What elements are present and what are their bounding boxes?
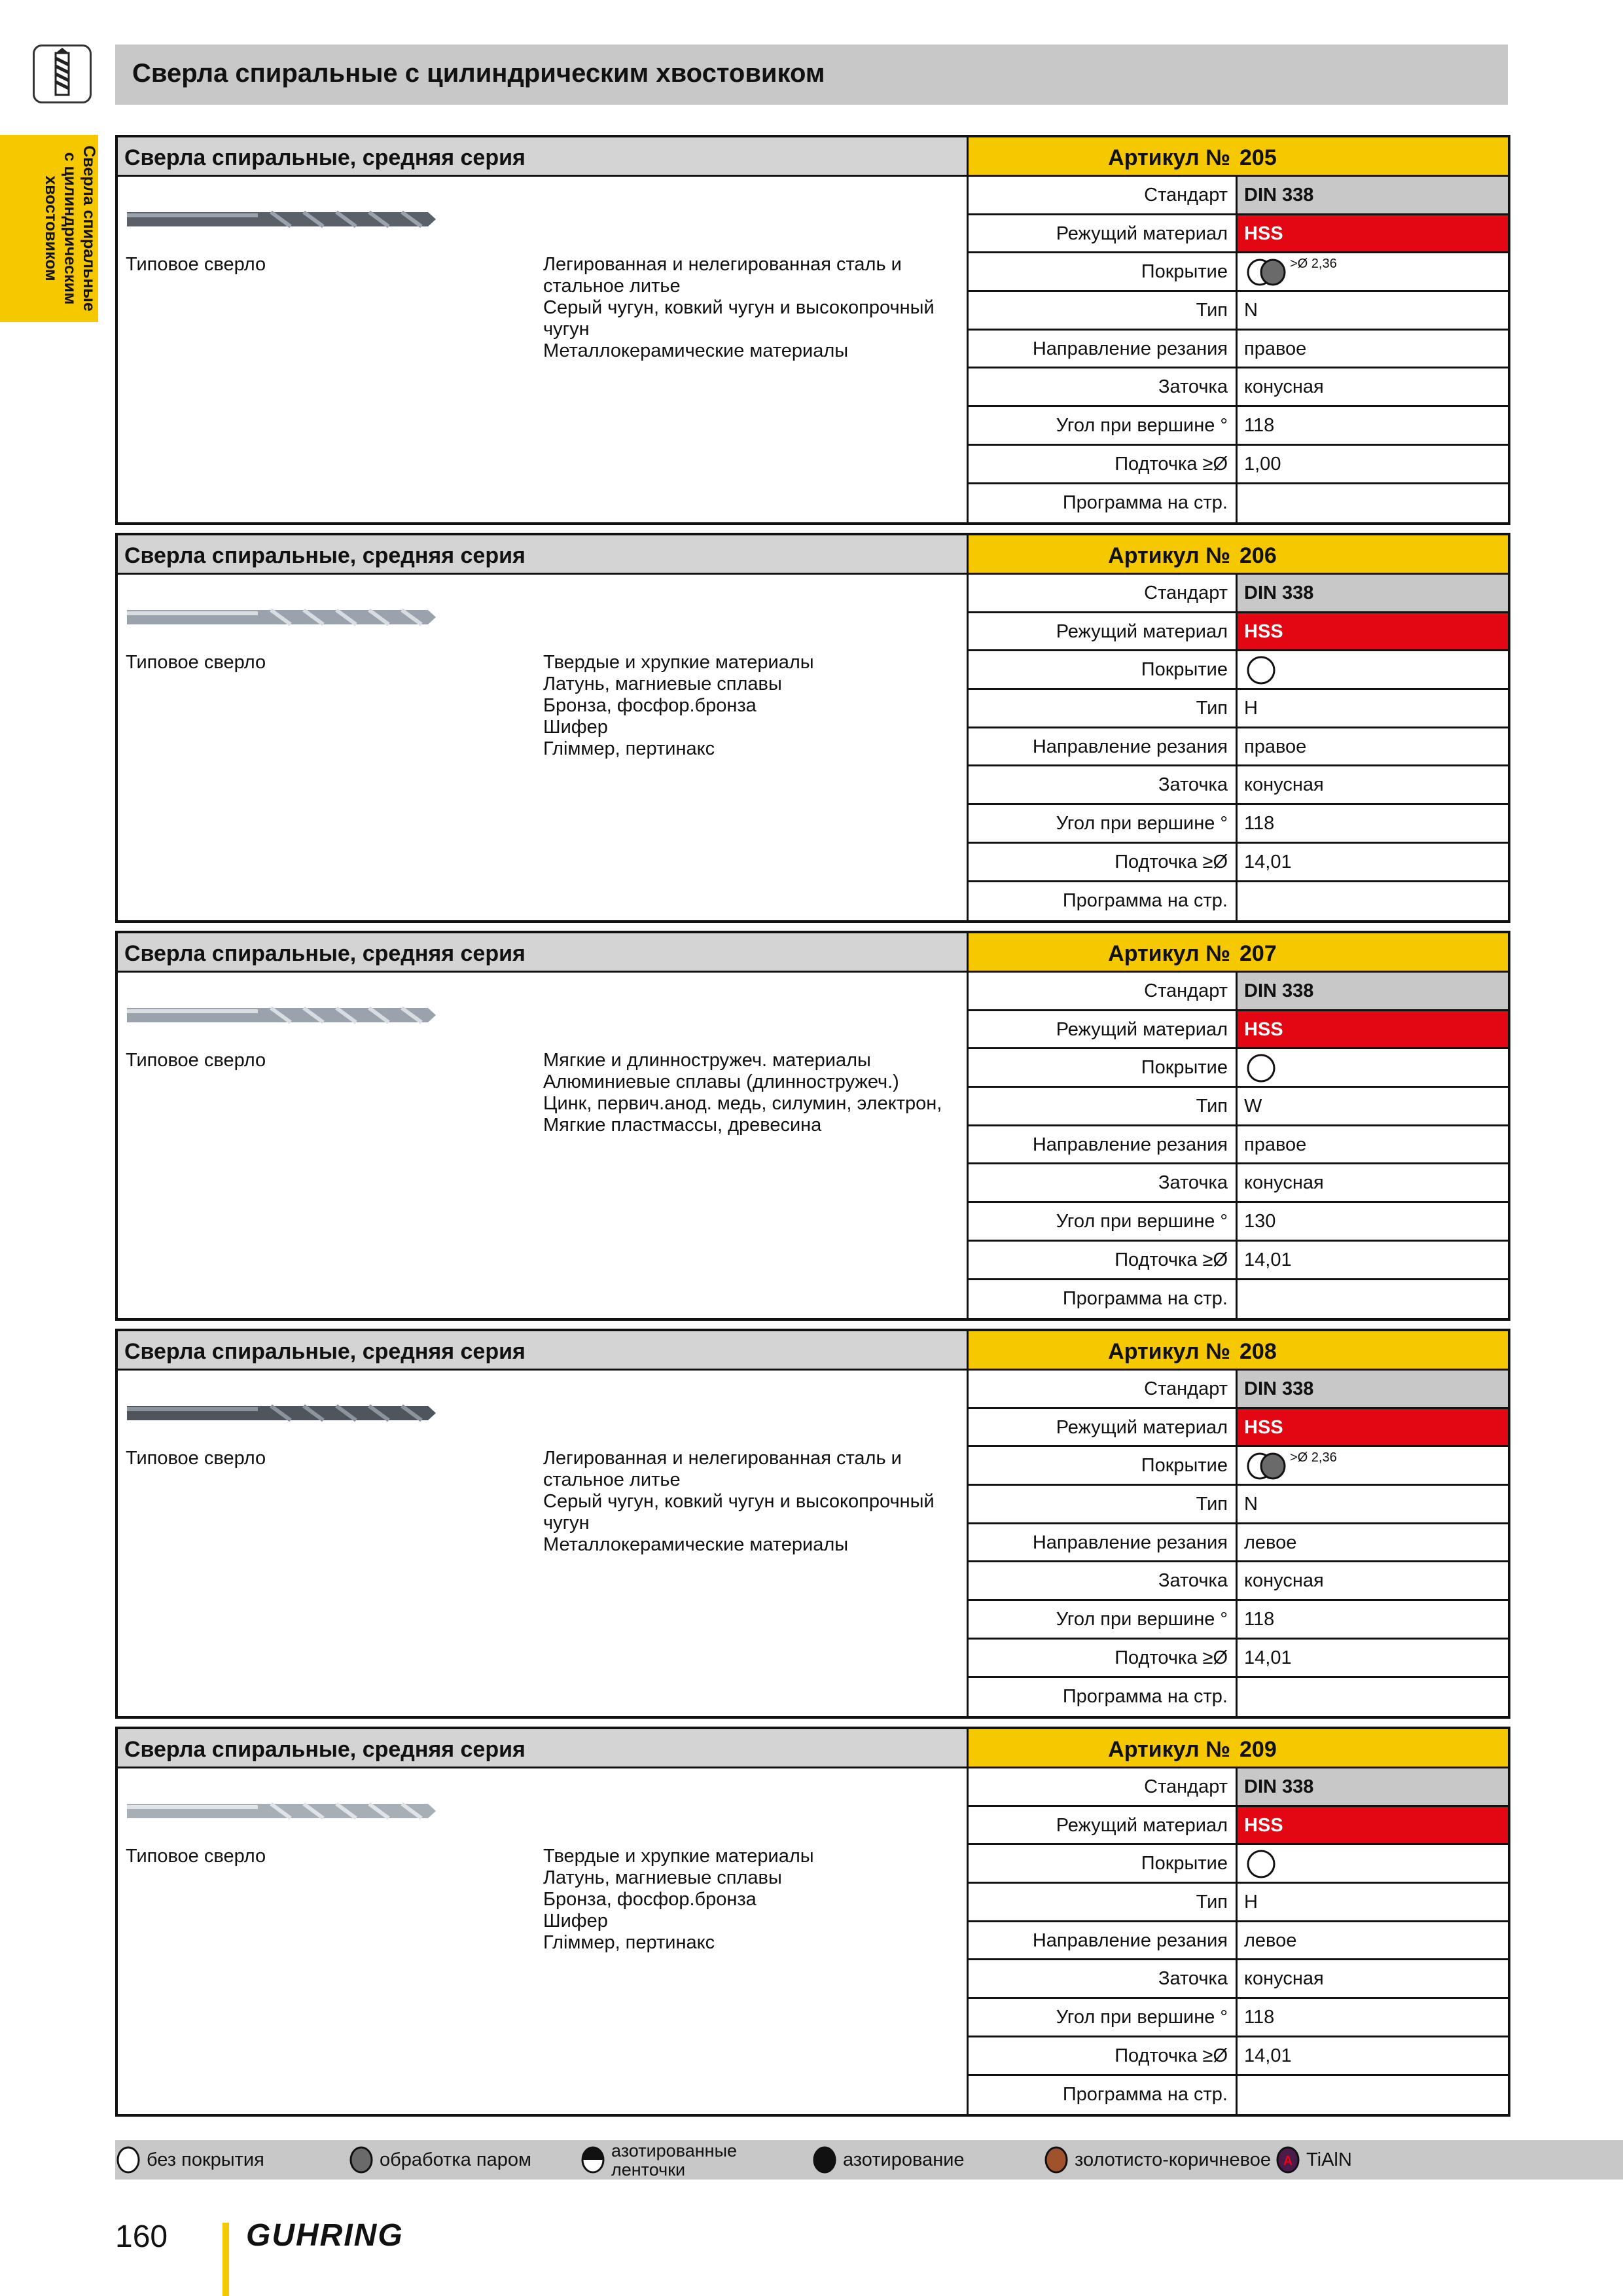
material-line: Мягкие пластмассы, древесина bbox=[543, 1115, 822, 1136]
cutting-material-value: HSS bbox=[1238, 215, 1508, 252]
coating-note: >Ø 2,36 bbox=[1290, 257, 1337, 272]
grind-value: конусная bbox=[1244, 376, 1324, 398]
standard-value: DIN 338 bbox=[1238, 1371, 1508, 1407]
spec-label: Подточка ≥Ø bbox=[969, 2037, 1238, 2074]
article-label: Артикул № bbox=[1108, 145, 1230, 170]
spec-label: Программа на стр. bbox=[969, 1678, 1238, 1717]
product-block bbox=[115, 1329, 1510, 1719]
product-heading-bar bbox=[118, 933, 969, 973]
coating-legend: без покрытия обработка паром азотированные ленточки азотирование золотисто-коричневое A TiAlN bbox=[115, 2140, 1623, 2179]
spec-row-grind bbox=[969, 1164, 1508, 1203]
article-number: 207 bbox=[1240, 941, 1277, 966]
direction-value: левое bbox=[1244, 1929, 1297, 1951]
standard-value: DIN 338 bbox=[1238, 973, 1508, 1009]
materials-list bbox=[543, 1050, 962, 1136]
spec-label: Подточка ≥Ø bbox=[969, 844, 1238, 880]
angle-value: 118 bbox=[1244, 415, 1275, 437]
thinning-value: 14,01 bbox=[1244, 1249, 1292, 1270]
spec-row-program bbox=[969, 1280, 1508, 1319]
spec-row-program bbox=[969, 484, 1508, 523]
article-bar bbox=[969, 535, 1508, 575]
type-value: N bbox=[1244, 300, 1258, 321]
spec-row-grind bbox=[969, 1960, 1508, 1999]
drill-image bbox=[127, 999, 441, 1031]
spec-label: Покрытие bbox=[969, 253, 1238, 290]
spec-label: Заточка bbox=[969, 1562, 1238, 1599]
angle-value: 118 bbox=[1244, 813, 1275, 834]
product-block bbox=[115, 135, 1510, 525]
grind-value: конусная bbox=[1244, 1172, 1324, 1194]
spec-row-standard bbox=[969, 973, 1508, 1011]
program-value bbox=[1238, 2076, 1508, 2115]
product-heading: Сверла спиральные, средняя серия bbox=[124, 543, 526, 568]
tialn-coating-icon bbox=[1275, 2145, 1301, 2174]
spec-label: Заточка bbox=[969, 766, 1238, 803]
spec-row-type bbox=[969, 1486, 1508, 1524]
material-line: Латунь, магниевые сплавы bbox=[543, 673, 782, 694]
material-line: Бронза, фосфор.бронза bbox=[543, 695, 757, 716]
typical-drill-label: Типовое сверло bbox=[126, 1050, 266, 1071]
spec-row-standard bbox=[969, 575, 1508, 613]
spec-row-direction bbox=[969, 728, 1508, 767]
spec-label: Стандарт bbox=[969, 177, 1238, 213]
spec-label: Программа на стр. bbox=[969, 2076, 1238, 2115]
spec-table bbox=[969, 575, 1508, 920]
product-heading-bar bbox=[118, 1331, 969, 1371]
material-line: Бронза, фосфор.бронза bbox=[543, 1889, 757, 1910]
program-value bbox=[1238, 484, 1508, 523]
materials-list bbox=[543, 652, 962, 760]
no-coating-icon bbox=[1245, 1849, 1278, 1879]
spec-label: Стандарт bbox=[969, 1768, 1238, 1805]
article-number: 205 bbox=[1240, 145, 1277, 170]
drill-image bbox=[127, 1795, 441, 1827]
spec-row-thinning bbox=[969, 1242, 1508, 1280]
nitrided-land-icon bbox=[580, 2145, 606, 2174]
spec-row-coating bbox=[969, 1447, 1508, 1486]
spec-label: Режущий материал bbox=[969, 215, 1238, 252]
spec-label: Стандарт bbox=[969, 1371, 1238, 1407]
product-block bbox=[115, 931, 1510, 1321]
grind-value: конусная bbox=[1244, 1968, 1324, 1990]
spec-row-material bbox=[969, 215, 1508, 254]
spec-label: Угол при вершине ° bbox=[969, 1999, 1238, 2036]
material-line: Серый чугун, ковкий чугун и высокопрочный чугун bbox=[543, 297, 935, 340]
cutting-material-value: HSS bbox=[1238, 1807, 1508, 1844]
material-line: Мягкие и длинностружеч. материалы bbox=[543, 1050, 871, 1071]
direction-value: правое bbox=[1244, 338, 1307, 359]
spec-table bbox=[969, 1768, 1508, 2114]
spec-label: Покрытие bbox=[969, 1049, 1238, 1086]
drill-image bbox=[127, 1397, 441, 1429]
product-description bbox=[118, 575, 969, 920]
gold-coating-icon bbox=[1043, 2145, 1069, 2174]
material-line: Шифер bbox=[543, 717, 608, 738]
spec-row-angle bbox=[969, 805, 1508, 844]
spec-label: Заточка bbox=[969, 368, 1238, 405]
coating-value bbox=[1238, 253, 1508, 290]
spec-label: Подточка ≥Ø bbox=[969, 446, 1238, 482]
spec-label: Заточка bbox=[969, 1960, 1238, 1997]
material-line: Легированная и нелегированная сталь и стальное литье bbox=[543, 1448, 902, 1490]
material-line: Легированная и нелегированная сталь и стальное литье bbox=[543, 254, 902, 296]
spec-row-coating bbox=[969, 253, 1508, 292]
spec-table bbox=[969, 1371, 1508, 1716]
material-line: Гліммер, пертинакс bbox=[543, 738, 715, 759]
typical-drill-label: Типовое сверло bbox=[126, 254, 266, 275]
drill-image bbox=[127, 203, 441, 236]
spec-label: Режущий материал bbox=[969, 1011, 1238, 1048]
standard-value: DIN 338 bbox=[1238, 575, 1508, 611]
material-line: Цинк, первич.анод. медь, силумин, электрон, bbox=[543, 1093, 942, 1114]
product-block bbox=[115, 533, 1510, 923]
spec-row-type bbox=[969, 690, 1508, 728]
spec-label: Программа на стр. bbox=[969, 1280, 1238, 1319]
steam-coating-icon bbox=[348, 2145, 374, 2174]
spec-label: Подточка ≥Ø bbox=[969, 1640, 1238, 1676]
spec-label: Направление резания bbox=[969, 1922, 1238, 1959]
angle-value: 118 bbox=[1244, 1609, 1275, 1630]
spec-label: Программа на стр. bbox=[969, 882, 1238, 921]
spec-label: Угол при вершине ° bbox=[969, 1601, 1238, 1638]
article-bar bbox=[969, 1331, 1508, 1371]
brand-logo: GUHRING bbox=[246, 2218, 404, 2253]
spec-label: Режущий материал bbox=[969, 1409, 1238, 1446]
thinning-value: 14,01 bbox=[1244, 2045, 1292, 2066]
article-bar bbox=[969, 1729, 1508, 1768]
spec-row-direction bbox=[969, 1922, 1508, 1961]
spec-row-material bbox=[969, 1011, 1508, 1050]
spec-row-type bbox=[969, 1884, 1508, 1922]
spec-label: Режущий материал bbox=[969, 613, 1238, 650]
material-line: Серый чугун, ковкий чугун и высокопрочный чугун bbox=[543, 1491, 935, 1534]
spec-label: Угол при вершине ° bbox=[969, 805, 1238, 842]
program-value bbox=[1238, 1678, 1508, 1717]
spec-row-type bbox=[969, 1088, 1508, 1126]
standard-value: DIN 338 bbox=[1238, 177, 1508, 213]
spec-label: Стандарт bbox=[969, 973, 1238, 1009]
spec-row-thinning bbox=[969, 2037, 1508, 2076]
article-label: Артикул № bbox=[1108, 1737, 1230, 1762]
spec-row-angle bbox=[969, 1203, 1508, 1242]
no-coating-icon bbox=[115, 2145, 141, 2174]
product-description bbox=[118, 1371, 969, 1716]
angle-value: 118 bbox=[1244, 2007, 1275, 2028]
type-value: H bbox=[1244, 698, 1258, 719]
coating-value bbox=[1238, 1447, 1508, 1484]
spec-row-coating bbox=[969, 1845, 1508, 1884]
product-heading-bar bbox=[118, 1729, 969, 1768]
spec-label: Покрытие bbox=[969, 1845, 1238, 1882]
coating-note: >Ø 2,36 bbox=[1290, 1450, 1337, 1465]
angle-value: 130 bbox=[1244, 1211, 1276, 1232]
article-number: 206 bbox=[1240, 543, 1277, 568]
spec-label: Программа на стр. bbox=[969, 484, 1238, 523]
coating-value bbox=[1238, 1049, 1508, 1086]
thinning-value: 1,00 bbox=[1244, 453, 1281, 475]
product-heading: Сверла спиральные, средняя серия bbox=[124, 941, 526, 966]
standard-value: DIN 338 bbox=[1238, 1768, 1508, 1805]
typical-drill-label: Типовое сверло bbox=[126, 1448, 266, 1469]
page-title: Сверла спиральные с цилиндрическим хвостовиком bbox=[132, 59, 825, 88]
article-label: Артикул № bbox=[1108, 543, 1230, 568]
side-tab-label: Сверла спиральные с цилиндрическим хвостовиком bbox=[42, 145, 98, 312]
spec-row-standard bbox=[969, 1371, 1508, 1409]
type-value: W bbox=[1244, 1096, 1262, 1117]
spec-row-material bbox=[969, 1807, 1508, 1846]
spec-label: Тип bbox=[969, 292, 1238, 329]
spec-label: Стандарт bbox=[969, 575, 1238, 611]
spec-table bbox=[969, 177, 1508, 522]
direction-value: левое bbox=[1244, 1532, 1297, 1553]
side-tab bbox=[0, 135, 98, 322]
spec-label: Покрытие bbox=[969, 1447, 1238, 1484]
program-value bbox=[1238, 1280, 1508, 1319]
coating-value bbox=[1238, 1845, 1508, 1882]
spec-row-direction bbox=[969, 1524, 1508, 1563]
page-title-bar bbox=[115, 45, 1508, 105]
coating-value bbox=[1238, 651, 1508, 688]
spec-row-grind bbox=[969, 368, 1508, 407]
spec-row-program bbox=[969, 2076, 1508, 2115]
type-value: N bbox=[1244, 1494, 1258, 1515]
grind-value: конусная bbox=[1244, 774, 1324, 796]
spec-row-direction bbox=[969, 331, 1508, 369]
thinning-value: 14,01 bbox=[1244, 851, 1292, 872]
footer-divider bbox=[223, 2223, 229, 2296]
direction-value: правое bbox=[1244, 736, 1307, 757]
cutting-material-value: HSS bbox=[1238, 1011, 1508, 1048]
spec-row-program bbox=[969, 882, 1508, 921]
spec-row-material bbox=[969, 1409, 1508, 1448]
spec-table bbox=[969, 973, 1508, 1318]
material-line: Латунь, магниевые сплавы bbox=[543, 1867, 782, 1888]
steam-coating-icon bbox=[1245, 1451, 1289, 1481]
material-line: Твердые и хрупкие материалы bbox=[543, 1846, 814, 1867]
material-line: Шифер bbox=[543, 1910, 608, 1931]
spec-row-thinning bbox=[969, 1640, 1508, 1678]
type-value: H bbox=[1244, 1892, 1258, 1913]
spec-label: Тип bbox=[969, 1088, 1238, 1124]
spec-row-angle bbox=[969, 1601, 1508, 1640]
drill-image bbox=[127, 601, 441, 634]
product-heading: Сверла спиральные, средняя серия bbox=[124, 145, 526, 170]
spec-row-standard bbox=[969, 1768, 1508, 1807]
spec-row-grind bbox=[969, 1562, 1508, 1601]
thinning-value: 14,01 bbox=[1244, 1647, 1292, 1668]
spec-row-thinning bbox=[969, 844, 1508, 882]
spec-row-grind bbox=[969, 766, 1508, 805]
product-heading-bar bbox=[118, 535, 969, 575]
material-line: Гліммер, пертинакс bbox=[543, 1932, 715, 1953]
program-value bbox=[1238, 882, 1508, 921]
article-bar bbox=[969, 933, 1508, 973]
spec-row-coating bbox=[969, 1049, 1508, 1088]
page-number: 160 bbox=[115, 2219, 168, 2254]
spec-row-material bbox=[969, 613, 1508, 652]
spec-row-type bbox=[969, 292, 1508, 331]
direction-value: правое bbox=[1244, 1134, 1307, 1155]
materials-list bbox=[543, 1846, 962, 1954]
spec-label: Направление резания bbox=[969, 1126, 1238, 1163]
article-label: Артикул № bbox=[1108, 941, 1230, 966]
product-description bbox=[118, 1768, 969, 2114]
spec-row-thinning bbox=[969, 446, 1508, 484]
material-line: Металлокерамические материалы bbox=[543, 340, 849, 361]
spec-label: Тип bbox=[969, 690, 1238, 726]
spec-row-program bbox=[969, 1678, 1508, 1717]
nitrided-icon bbox=[812, 2145, 838, 2174]
article-label: Артикул № bbox=[1108, 1339, 1230, 1364]
typical-drill-label: Типовое сверло bbox=[126, 1846, 266, 1867]
spec-label: Угол при вершине ° bbox=[969, 407, 1238, 444]
material-line: Алюминиевые сплавы (длинностружеч.) bbox=[543, 1071, 899, 1092]
spec-label: Заточка bbox=[969, 1164, 1238, 1201]
spec-row-angle bbox=[969, 1999, 1508, 2037]
spec-label: Подточка ≥Ø bbox=[969, 1242, 1238, 1278]
drill-logo-icon bbox=[33, 45, 92, 103]
spec-label: Направление резания bbox=[969, 728, 1238, 765]
article-number: 209 bbox=[1240, 1737, 1277, 1762]
spec-label: Режущий материал bbox=[969, 1807, 1238, 1844]
spec-row-direction bbox=[969, 1126, 1508, 1165]
material-line: Металлокерамические материалы bbox=[543, 1534, 849, 1555]
spec-row-coating bbox=[969, 651, 1508, 690]
spec-label: Направление резания bbox=[969, 1524, 1238, 1561]
materials-list bbox=[543, 254, 962, 362]
article-bar bbox=[969, 137, 1508, 177]
grind-value: конусная bbox=[1244, 1570, 1324, 1592]
svg-text:A: A bbox=[1283, 2154, 1293, 2168]
spec-label: Угол при вершине ° bbox=[969, 1203, 1238, 1240]
typical-drill-label: Типовое сверло bbox=[126, 652, 266, 673]
spec-label: Тип bbox=[969, 1884, 1238, 1920]
spec-row-standard bbox=[969, 177, 1508, 215]
materials-list bbox=[543, 1448, 962, 1556]
cutting-material-value: HSS bbox=[1238, 613, 1508, 650]
spec-label: Покрытие bbox=[969, 651, 1238, 688]
product-heading: Сверла спиральные, средняя серия bbox=[124, 1339, 526, 1364]
steam-coating-icon bbox=[1245, 257, 1289, 287]
product-heading-bar bbox=[118, 137, 969, 177]
spec-label: Тип bbox=[969, 1486, 1238, 1522]
spec-row-angle bbox=[969, 407, 1508, 446]
product-block bbox=[115, 1727, 1510, 2117]
product-description bbox=[118, 177, 969, 522]
spec-label: Направление резания bbox=[969, 331, 1238, 367]
no-coating-icon bbox=[1245, 655, 1278, 685]
material-line: Твердые и хрупкие материалы bbox=[543, 652, 814, 673]
cutting-material-value: HSS bbox=[1238, 1409, 1508, 1446]
article-number: 208 bbox=[1240, 1339, 1277, 1364]
product-heading: Сверла спиральные, средняя серия bbox=[124, 1737, 526, 1762]
no-coating-icon bbox=[1245, 1053, 1278, 1083]
product-description bbox=[118, 973, 969, 1318]
